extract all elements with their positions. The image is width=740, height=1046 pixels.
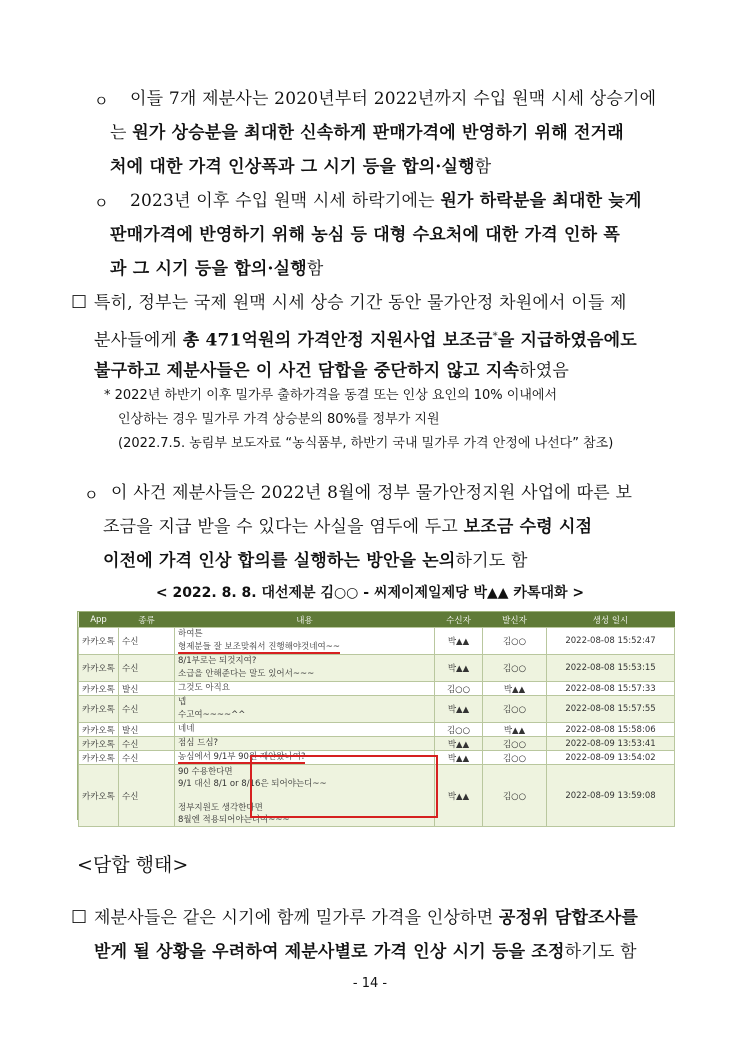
p5-line1b: 공정위 담합조사를 bbox=[498, 908, 639, 928]
p3-line1: 특히, 정부는 국제 원맥 시세 상승 기간 동안 물가안정 차원에서 이들 제 bbox=[94, 293, 627, 313]
cell-type: 발신 bbox=[119, 682, 175, 696]
table-row bbox=[79, 682, 675, 696]
cell-type: 발신 bbox=[119, 723, 175, 737]
table-row bbox=[79, 723, 675, 737]
table-header-row bbox=[79, 612, 675, 628]
cell-app: 카카오톡 bbox=[79, 682, 119, 696]
paragraph-5 bbox=[94, 901, 638, 969]
col-header-recipient: 수신자 bbox=[435, 612, 483, 628]
paragraph-3 bbox=[94, 286, 637, 388]
cell-timestamp: 2022-08-08 15:52:47 bbox=[547, 628, 675, 655]
cell-app: 카카오톡 bbox=[79, 737, 119, 751]
bullet-circle: ㅇ bbox=[94, 92, 109, 110]
p4-line3c: 하기도 함 bbox=[455, 551, 528, 571]
section-title: <담합 행태> bbox=[77, 854, 189, 876]
message-line-underlined: 농심에서 9/1부 90원 제안왔나여? bbox=[178, 752, 306, 762]
cell-type: 수신 bbox=[119, 696, 175, 723]
highlight-box bbox=[250, 755, 438, 818]
cell-type: 수신 bbox=[119, 751, 175, 765]
cell-sender: 박▲▲ bbox=[483, 682, 547, 696]
page-number: - 14 - bbox=[352, 976, 388, 991]
p3-line2b: 총 471억원의 가격안정 지원사업 보조금 bbox=[182, 330, 493, 351]
paragraph-1 bbox=[110, 82, 656, 184]
p1-line2a: 는 bbox=[110, 123, 133, 143]
message-line: 8월엔 적용되어야는디여~~~ bbox=[178, 814, 290, 825]
p2-line1a: 2023년 이후 수입 원맥 시세 하락기에는 bbox=[130, 191, 441, 211]
cell-app: 카카오톡 bbox=[79, 655, 119, 682]
message-line: 넵 bbox=[178, 697, 187, 707]
cell-recipient: 박▲▲ bbox=[435, 655, 483, 682]
cell-timestamp: 2022-08-09 13:53:41 bbox=[547, 737, 675, 751]
cell-type: 수신 bbox=[119, 737, 175, 751]
cell-recipient: 박▲▲ bbox=[435, 737, 483, 751]
p2-line3b: 과 그 시기 등을 합의·실행 bbox=[110, 259, 307, 279]
col-header-timestamp: 생성 일시 bbox=[547, 612, 675, 628]
p5-line2b: 받게 될 상황을 우려하여 제분사별로 가격 인상 시기 등을 조정 bbox=[94, 942, 565, 962]
message-line: 하여튼 bbox=[178, 629, 203, 639]
p4-line2b: 보조금 수령 시점 bbox=[463, 517, 593, 537]
cell-message bbox=[175, 696, 435, 723]
cell-sender: 박▲▲ bbox=[483, 723, 547, 737]
cell-recipient: 김○○ bbox=[435, 723, 483, 737]
cell-recipient: 김○○ bbox=[435, 682, 483, 696]
p2-line3c: 함 bbox=[306, 259, 324, 279]
p2-line1b: 원가 하락분을 최대한 늦게 bbox=[440, 191, 642, 211]
cell-type: 수신 bbox=[119, 765, 175, 827]
cell-app: 카카오톡 bbox=[79, 751, 119, 765]
cell-sender: 김○○ bbox=[483, 751, 547, 765]
cell-recipient: 박▲▲ bbox=[435, 765, 483, 827]
cell-sender: 김○○ bbox=[483, 737, 547, 751]
p4-line2a: 조금을 지급 받을 수 있다는 사실을 염두에 두고 bbox=[103, 517, 464, 537]
cell-sender: 김○○ bbox=[483, 628, 547, 655]
cell-message: 점심 드심? bbox=[175, 737, 435, 751]
cell-app: 카카오톡 bbox=[79, 765, 119, 827]
cell-app: 카카오톡 bbox=[79, 696, 119, 723]
cell-message: 네네 bbox=[175, 723, 435, 737]
col-header-sender: 발신자 bbox=[483, 612, 547, 628]
cell-app: 카카오톡 bbox=[79, 723, 119, 737]
message-line: 수고여~~~~^^ bbox=[178, 710, 246, 720]
cell-timestamp: 2022-08-08 15:58:06 bbox=[547, 723, 675, 737]
cell-recipient: 박▲▲ bbox=[435, 628, 483, 655]
cell-type: 수신 bbox=[119, 655, 175, 682]
table-row bbox=[79, 737, 675, 751]
p1-line3c: 함 bbox=[474, 157, 492, 177]
footnote-line3: (2022.7.5. 농림부 보도자료 “농식품부, 하반기 국내 밀가루 가격 안정에 나선다” 참조) bbox=[118, 436, 614, 451]
bullet-square: □ bbox=[71, 906, 88, 926]
p3-footnote-mark: * bbox=[492, 331, 498, 342]
p5-line2c: 하기도 함 bbox=[564, 942, 637, 962]
cell-sender: 김○○ bbox=[483, 655, 547, 682]
figure-caption: < 2022. 8. 8. 대선제분 김○○ - 씨제이제일제당 박▲▲ 카톡대화 > bbox=[155, 585, 585, 601]
p4-line1: 이 사건 제분사들은 2022년 8월에 정부 물가안정지원 사업에 따른 보 bbox=[111, 483, 633, 503]
kakaotalk-chat-table bbox=[77, 611, 675, 825]
table-row bbox=[79, 628, 675, 655]
footnote bbox=[104, 384, 613, 456]
message-line: 8/1부로는 되것지여? bbox=[178, 656, 257, 666]
footnote-line2: 인상하는 경우 밀가루 가격 상승분의 80%를 정부가 지원 bbox=[118, 412, 440, 427]
cell-app: 카카오톡 bbox=[79, 628, 119, 655]
p5-line1a: 제분사들은 같은 시기에 함께 밀가루 가격을 인상하면 bbox=[94, 908, 499, 928]
paragraph-2 bbox=[110, 184, 642, 286]
bullet-circle: ㅇ bbox=[84, 486, 99, 504]
p1-line3b: 처에 대한 가격 인상폭과 그 시기 등을 합의·실행 bbox=[110, 157, 475, 177]
cell-timestamp: 2022-08-08 15:53:15 bbox=[547, 655, 675, 682]
cell-timestamp: 2022-08-09 13:59:08 bbox=[547, 765, 675, 827]
cell-recipient: 박▲▲ bbox=[435, 751, 483, 765]
cell-message bbox=[175, 655, 435, 682]
p3-line3b: 불구하고 제분사들은 이 사건 담합을 중단하지 않고 지속 bbox=[94, 361, 520, 381]
cell-message bbox=[175, 628, 435, 655]
p3-line2a: 분사들에게 bbox=[94, 330, 183, 351]
bullet-square: □ bbox=[71, 291, 88, 311]
footnote-line1: * 2022년 하반기 이후 밀가루 출하가격을 동결 또는 인상 요인의 10% 이내에서 bbox=[104, 388, 558, 403]
col-header-content: 내용 bbox=[175, 612, 435, 628]
p1-line2b: 원가 상승분을 최대한 신속하게 판매가격에 반영하기 위해 전거래 bbox=[132, 123, 624, 143]
message-line: 90 수용한다면 bbox=[178, 766, 233, 777]
p3-line2c: 을 지급하였음에도 bbox=[497, 330, 637, 351]
p1-line1: 이들 7개 제분사는 2020년부터 2022년까지 수입 원맥 시세 상승기에 bbox=[130, 89, 657, 109]
message-line-underlined: 형제분들 잘 보조맞춰서 진행해야것네여~~ bbox=[178, 642, 340, 652]
p3-line3c: 하였음 bbox=[519, 361, 570, 381]
cell-recipient: 박▲▲ bbox=[435, 696, 483, 723]
col-header-type: 종류 bbox=[119, 612, 175, 628]
cell-sender: 김○○ bbox=[483, 765, 547, 827]
cell-timestamp: 2022-08-08 15:57:33 bbox=[547, 682, 675, 696]
cell-message: 그것도 아직요 bbox=[175, 682, 435, 696]
message-line: 정부지원도 생각한다면 bbox=[178, 802, 263, 813]
p4-line3b: 이전에 가격 인상 합의를 실행하는 방안을 논의 bbox=[103, 551, 456, 571]
message-line: 9/1 대신 8/1 or 8/16은 되어야는디~~ bbox=[178, 778, 327, 789]
table-row bbox=[79, 655, 675, 682]
cell-type: 수신 bbox=[119, 628, 175, 655]
col-header-app: App bbox=[79, 612, 119, 628]
p2-line2b: 판매가격에 반영하기 위해 농심 등 대형 수요처에 대한 가격 인하 폭 bbox=[110, 225, 620, 245]
cell-timestamp: 2022-08-08 15:57:55 bbox=[547, 696, 675, 723]
bullet-circle: ㅇ bbox=[94, 194, 109, 212]
table-row bbox=[79, 696, 675, 723]
paragraph-4 bbox=[103, 476, 632, 578]
cell-sender: 김○○ bbox=[483, 696, 547, 723]
message-line: 소급을 안해준다는 말도 있어서~~~ bbox=[178, 669, 315, 679]
cell-timestamp: 2022-08-09 13:54:02 bbox=[547, 751, 675, 765]
